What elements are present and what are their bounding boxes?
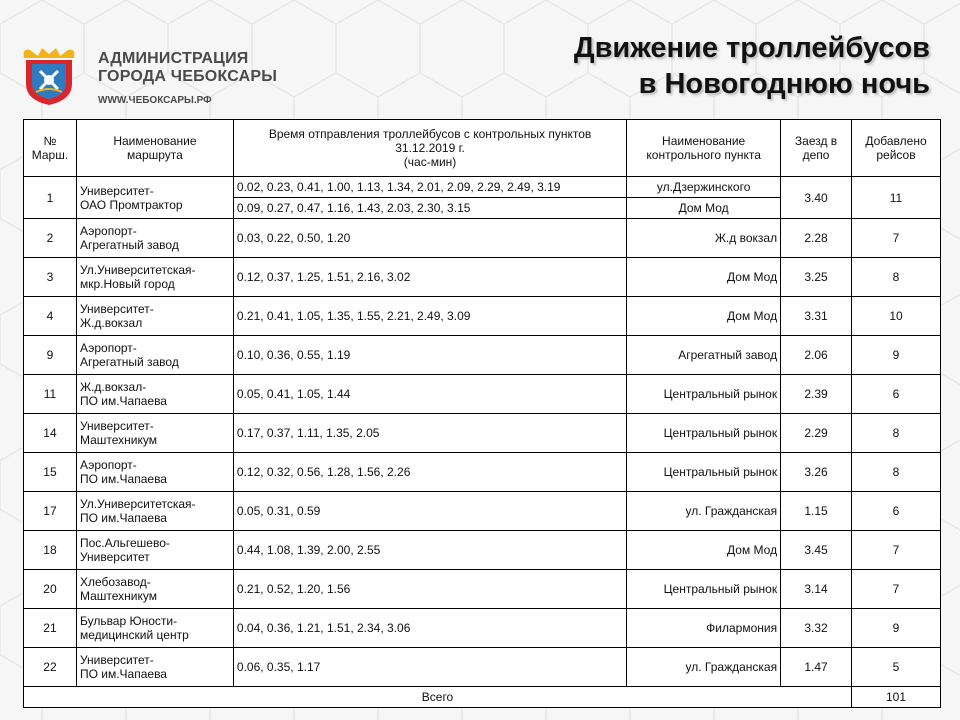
table-header-row: [24, 120, 941, 177]
added-trips-cell: 6: [852, 492, 941, 531]
departure-times-cell: 0.21, 0.41, 1.05, 1.35, 1.55, 2.21, 2.49, 3.09: [233, 297, 626, 336]
control-point-cell: Ж.д вокзал: [627, 219, 781, 258]
table-row: [24, 609, 941, 648]
route-number-cell: 22: [24, 648, 77, 687]
control-point-cell: Центральный рынок: [627, 414, 781, 453]
page-title-line2: в Новогоднюю ночь: [638, 68, 930, 100]
route-name-line: Аэропорт-: [79, 458, 137, 472]
header-route-number: [24, 120, 77, 177]
control-point-cell: ул. Гражданская: [627, 492, 781, 531]
route-name-line: Агрегатный завод: [79, 355, 179, 369]
route-number-cell: 17: [24, 492, 77, 531]
organization-block: [98, 50, 277, 106]
route-name-line: ПО им.Чапаева: [79, 511, 167, 525]
control-point-cell: Агрегатный завод: [627, 336, 781, 375]
header-text-line: депо: [802, 148, 830, 162]
route-name-line: Университет-: [79, 183, 154, 198]
route-name-line: Маштехникум: [79, 589, 158, 603]
added-trips-cell: 8: [852, 258, 941, 297]
header-departure-times: [233, 120, 626, 177]
table-row: [24, 570, 941, 609]
route-name-cell: [76, 414, 233, 453]
total-row: [24, 687, 941, 708]
departure-times-cell: 0.05, 0.41, 1.05, 1.44: [233, 375, 626, 414]
route-number-cell: 9: [24, 336, 77, 375]
departure-times-cell: 0.12, 0.37, 1.25, 1.51, 2.16, 3.02: [233, 258, 626, 297]
added-trips-cell: 5: [852, 648, 941, 687]
depot-arrival-cell: 2.39: [781, 375, 852, 414]
route-name-line: Университет-: [79, 419, 154, 433]
city-coat-of-arms-logo: [18, 44, 80, 106]
table-row: [24, 219, 941, 258]
route-number-cell: 4: [24, 297, 77, 336]
header-text-line: Наименование: [113, 134, 197, 148]
route-name-line: Университет: [79, 550, 150, 564]
route-name-line: мкр.Новый город: [79, 277, 175, 291]
control-point-cell: Центральный рынок: [627, 375, 781, 414]
control-point-cell: Центральный рынок: [627, 453, 781, 492]
total-value: 101: [852, 687, 941, 708]
table-row: [24, 531, 941, 570]
page-title: [574, 30, 930, 102]
depot-arrival-cell: 2.06: [781, 336, 852, 375]
header-text-line: Марш.: [31, 148, 69, 162]
route-name-line: Маштехникум: [79, 433, 158, 447]
header-text-line: 31.12.2019 г.: [395, 141, 465, 155]
control-point-cell: Дом Мод: [627, 531, 781, 570]
route-name-line: Хлебозавод-: [79, 575, 151, 589]
control-point-cell: Дом Мод: [627, 258, 781, 297]
control-point-cell: ул. Гражданская: [627, 648, 781, 687]
table-row: [24, 177, 941, 198]
header-text-line: Время отправления троллейбусов с контрольных пунктов: [268, 127, 592, 141]
route-name-line: медицинский центр: [79, 628, 189, 642]
table-row: [24, 453, 941, 492]
depot-arrival-cell: 2.29: [781, 414, 852, 453]
control-point-cell: Филармония: [627, 609, 781, 648]
depot-arrival-cell: 1.15: [781, 492, 852, 531]
table-row: [24, 414, 941, 453]
route-name-cell: [76, 375, 233, 414]
route-name-line: Агрегатный завод: [79, 238, 179, 252]
header-text-line: маршрута: [127, 148, 183, 162]
org-name-line1: АДМИНИСТРАЦИЯ: [98, 50, 249, 67]
control-point-cell: Центральный рынок: [627, 570, 781, 609]
schedule-table: [23, 119, 941, 708]
added-trips-cell: 7: [852, 570, 941, 609]
departure-times-cell: 0.17, 0.37, 1.11, 1.35, 2.05: [233, 414, 626, 453]
departure-times-cell: 0.05, 0.31, 0.59: [233, 492, 626, 531]
route-name-line: ОАО Промтрактор: [79, 197, 183, 212]
added-trips-cell: 7: [852, 531, 941, 570]
table-row: [24, 336, 941, 375]
header-text-line: контрольного пункта: [646, 148, 761, 162]
route-name-line: ПО им.Чапаева: [79, 472, 167, 486]
route-name-cell: [76, 219, 233, 258]
route-number-cell: 3: [24, 258, 77, 297]
route-name-cell: [76, 609, 233, 648]
route-name-cell: [76, 177, 233, 219]
control-point-cell: ул.Дзержинского: [627, 177, 781, 198]
route-name-line: Ул.Университетская-: [79, 497, 196, 511]
added-trips-cell: 11: [852, 177, 941, 219]
depot-arrival-cell: 2.28: [781, 219, 852, 258]
added-trips-cell: 6: [852, 375, 941, 414]
route-name-cell: [76, 570, 233, 609]
org-name-line2: ГОРОДА ЧЕБОКСАРЫ: [98, 68, 278, 85]
departure-times-cell: 0.10, 0.36, 0.55, 1.19: [233, 336, 626, 375]
departure-times-cell: 0.21, 0.52, 1.20, 1.56: [233, 570, 626, 609]
added-trips-cell: 10: [852, 297, 941, 336]
route-name-cell: [76, 336, 233, 375]
route-number-cell: 18: [24, 531, 77, 570]
departure-times-cell: 0.12, 0.32, 0.56, 1.28, 1.56, 2.26: [233, 453, 626, 492]
route-name-line: Бульвар Юности-: [79, 614, 178, 628]
added-trips-cell: 7: [852, 219, 941, 258]
added-trips-cell: 8: [852, 453, 941, 492]
departure-times-cell: 0.02, 0.23, 0.41, 1.00, 1.13, 1.34, 2.01, 2.09, 2.29, 2.49, 3.19: [233, 177, 626, 198]
route-number-cell: 2: [24, 219, 77, 258]
departure-times-cell: 0.04, 0.36, 1.21, 1.51, 2.34, 3.06: [233, 609, 626, 648]
route-number-cell: 20: [24, 570, 77, 609]
table-row: [24, 297, 941, 336]
header-added-trips: [852, 120, 941, 177]
route-number-cell: 11: [24, 375, 77, 414]
header-control-point: [627, 120, 781, 177]
route-name-line: Ж.д.вокзал-: [79, 380, 147, 394]
header-route-name: [76, 120, 233, 177]
added-trips-cell: 9: [852, 336, 941, 375]
depot-arrival-cell: 1.47: [781, 648, 852, 687]
header-text-line: Добавлено: [865, 134, 927, 148]
route-name-line: Аэропорт-: [79, 224, 137, 238]
depot-arrival-cell: 3.45: [781, 531, 852, 570]
route-name-cell: [76, 648, 233, 687]
table-row: [24, 375, 941, 414]
depot-arrival-cell: 3.32: [781, 609, 852, 648]
header-text-line: Наименование: [662, 134, 746, 148]
added-trips-cell: 9: [852, 609, 941, 648]
table-row: [24, 648, 941, 687]
route-name-line: Ул.Университетская-: [79, 263, 196, 277]
route-name-cell: [76, 492, 233, 531]
table-row: [24, 492, 941, 531]
route-name-line: Аэропорт-: [79, 341, 137, 355]
route-name-line: Университет-: [79, 653, 154, 667]
route-name-cell: [76, 531, 233, 570]
control-point-cell: Дом Мод: [627, 198, 781, 219]
route-name-line: Университет-: [79, 302, 154, 316]
depot-arrival-cell: 3.25: [781, 258, 852, 297]
departure-times-cell: 0.06, 0.35, 1.17: [233, 648, 626, 687]
header-text-line: (час-мин): [403, 155, 457, 169]
depot-arrival-cell: 3.26: [781, 453, 852, 492]
departure-times-cell: 0.44, 1.08, 1.39, 2.00, 2.55: [233, 531, 626, 570]
route-name-line: Пос.Альгешево-: [79, 536, 170, 550]
depot-arrival-cell: 3.40: [781, 177, 852, 219]
route-number-cell: 15: [24, 453, 77, 492]
header-depot-arrival: [781, 120, 852, 177]
departure-times-cell: 0.09, 0.27, 0.47, 1.16, 1.43, 2.03, 2.30, 3.15: [233, 198, 626, 219]
header-text-line: Заезд в: [794, 134, 838, 148]
route-name-line: Ж.д.вокзал: [79, 316, 143, 330]
departure-times-cell: 0.03, 0.22, 0.50, 1.20: [233, 219, 626, 258]
total-label: Всего: [24, 687, 852, 708]
route-name-cell: [76, 453, 233, 492]
control-point-cell: Дом Мод: [627, 297, 781, 336]
route-name-line: ПО им.Чапаева: [79, 394, 167, 408]
header-text-line: №: [43, 134, 57, 148]
depot-arrival-cell: 3.31: [781, 297, 852, 336]
route-name-cell: [76, 297, 233, 336]
header-text-line: рейсов: [876, 148, 916, 162]
route-number-cell: 1: [24, 177, 77, 219]
route-number-cell: 14: [24, 414, 77, 453]
page-title-line1: Движение троллейбусов: [573, 32, 930, 64]
route-name-cell: [76, 258, 233, 297]
added-trips-cell: 8: [852, 414, 941, 453]
org-website: WWW.ЧЕБОКСАРЫ.РФ: [98, 95, 212, 106]
route-number-cell: 21: [24, 609, 77, 648]
table-row: [24, 258, 941, 297]
depot-arrival-cell: 3.14: [781, 570, 852, 609]
route-name-line: ПО им.Чапаева: [79, 667, 167, 681]
